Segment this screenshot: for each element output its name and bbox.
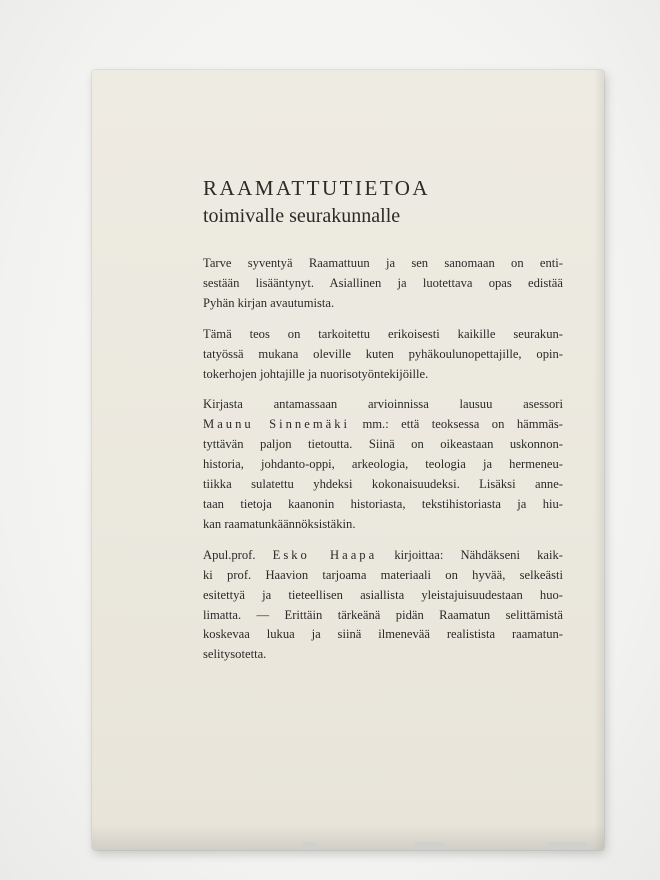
text-line: Pyhän kirjan avautumista. bbox=[203, 295, 335, 310]
blurb-text bbox=[203, 254, 563, 676]
text-line bbox=[203, 546, 563, 566]
text-line: historia, johdanto-oppi, arkeologia, teologia ja hermeneu- bbox=[203, 457, 563, 472]
cover-wear-mark bbox=[414, 842, 444, 850]
text-fragment: kirjoittaa: Nähdäkseni kaik- bbox=[377, 547, 564, 562]
text-line: koskevaa lukua ja siinä ilmenevää realistista raamatun- bbox=[203, 627, 563, 642]
blurb-paragraph-3 bbox=[203, 395, 563, 534]
text-line: Tämä teos on tarkoitettu erikoisesti kaikille seurakun- bbox=[203, 326, 563, 341]
text-line: kan raamatunkäännöksistäkin. bbox=[203, 516, 356, 531]
text-line: Tarve syventyä Raamattuun ja sen sanomaan on enti- bbox=[203, 256, 563, 270]
text-line bbox=[203, 415, 563, 435]
blurb-paragraph-2 bbox=[203, 325, 563, 385]
text-line: sestään lisääntynyt. Asiallinen ja luotettava opas edistää bbox=[203, 275, 563, 290]
text-line: tatyössä mukana oleville kuten pyhäkoulunopettajille, opin- bbox=[203, 346, 563, 361]
book-subtitle: toimivalle seurakunnalle bbox=[203, 205, 401, 227]
blurb-paragraph-4 bbox=[203, 546, 563, 665]
text-line: tyttävän paljon tietoutta. Siinä on oikeastaan uskonnon- bbox=[203, 437, 563, 452]
text-fragment: mm.: että teoksessa on hämmäs- bbox=[350, 417, 563, 432]
reviewer-name: Esko Haapa bbox=[272, 547, 378, 562]
cover-bottom-shadow bbox=[92, 824, 604, 850]
book-back-cover bbox=[92, 70, 604, 850]
text-line: esitettyä ja tieteellisen asiallista yleistajuisuudestaan huo- bbox=[203, 587, 563, 602]
text-fragment: Apul.prof. bbox=[203, 547, 273, 562]
book-title: RAAMATTUTIETOA bbox=[203, 176, 431, 200]
blurb-paragraph-1 bbox=[203, 254, 563, 314]
text-line: tokerhojen johtajille ja nuorisotyöntekijöille. bbox=[203, 366, 429, 381]
text-line: selitysotetta. bbox=[203, 647, 267, 662]
text-line: Kirjasta antamassaan arvioinnissa lausuu asessori bbox=[203, 397, 563, 412]
text-line: ki prof. Haavion tarjoama materiaali on hyvää, selkeästi bbox=[203, 567, 563, 582]
cover-wear-mark bbox=[302, 842, 316, 850]
text-line: taan tietoja kaanonin historiasta, tekstihistoriasta ja hiu- bbox=[203, 496, 563, 511]
reviewer-name: Maunu Sinnemäki bbox=[203, 417, 350, 432]
cover-edge-shadow bbox=[594, 70, 604, 850]
cover-wear-mark bbox=[547, 842, 587, 850]
text-line: tiikka sulatettu yhdeksi kokonaisuudeksi. Lisäksi anne- bbox=[203, 477, 563, 492]
text-line: limatta. — Erittäin tärkeänä pidän Raamatun selittämistä bbox=[203, 607, 563, 622]
